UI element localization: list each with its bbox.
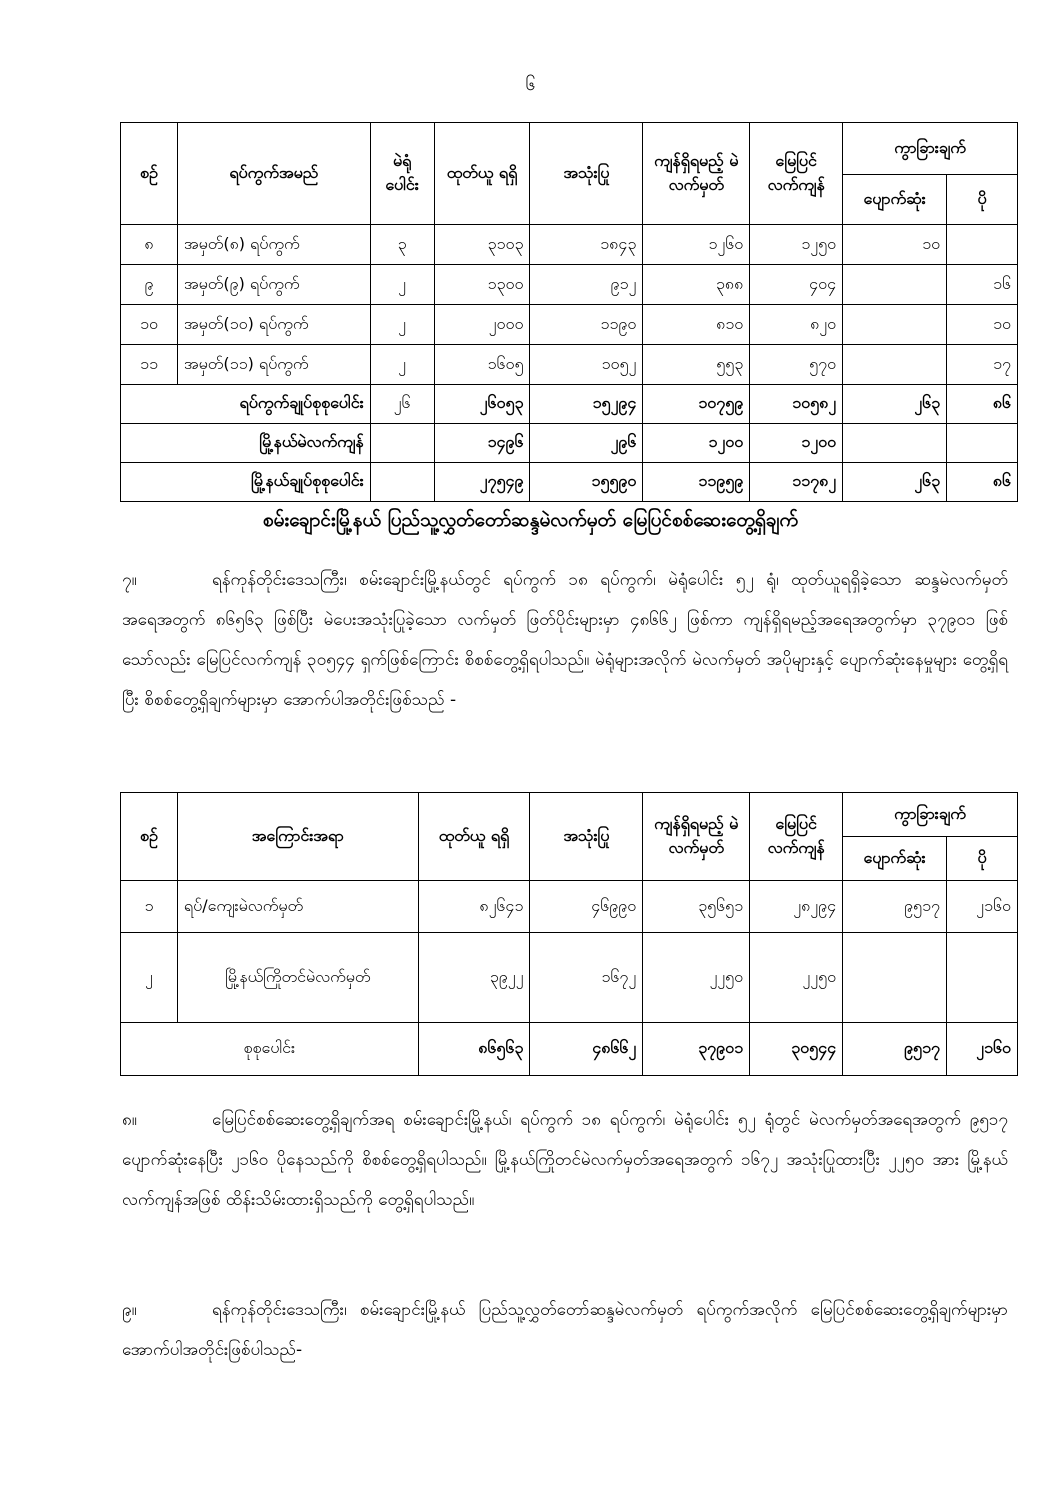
table-cell: ရပ်/ကျေးမဲလက်မှတ် — [177, 881, 418, 933]
table-cell: ၁၂၀၀ — [643, 424, 750, 463]
table-cell: ၃၇၉၀၁ — [643, 1023, 750, 1076]
table-cell — [843, 305, 947, 345]
table-cell: ၁၈၄၃ — [530, 225, 643, 265]
table-cell — [843, 345, 947, 385]
table-cell: ၁၀ — [843, 225, 947, 265]
paragraph-text: ရန်ကုန်တိုင်းဒေသကြီး၊ စမ်းချောင်းမြို့နယ် ပြည်သူ့လွှတ်တော်ဆန္ဒမဲလက်မှတ် ရပ်ကွက်အလိုက် မြေပြင်စစ်ဆေးတွေ့ရှိချက်များမှာ အောက်ပါအတိုင်းဖြစ်ပါသည်- — [122, 1300, 1008, 1360]
table-row — [121, 933, 1018, 1023]
table-cell: ၃၁၀၃ — [434, 225, 530, 265]
table-cell: ၈၁၀ — [643, 305, 750, 345]
table-cell — [947, 225, 1018, 265]
header-used: အသုံးပြု — [530, 793, 643, 881]
table-cell: ၂ — [370, 305, 434, 345]
table-cell: ၃၈၈ — [643, 265, 750, 305]
table-cell: ၁၆၇၂ — [530, 933, 643, 1023]
table-cell: ၄၈၆၆၂ — [530, 1023, 643, 1076]
table-cell: ၁၀၅၈၂ — [750, 385, 843, 424]
summary-label: မြို့နယ်မဲလက်ကျန် — [121, 424, 371, 463]
ward-ballot-table — [120, 122, 1018, 502]
table-cell: အမှတ်(၈) ရပ်ကွက် — [177, 225, 370, 265]
table-cell: ၂၉၆ — [530, 424, 643, 463]
paragraph-7 — [122, 560, 1008, 720]
header-actual-remaining: မြေပြင် လက်ကျန် — [750, 793, 843, 881]
header-excess: ပို — [947, 837, 1018, 881]
header-difference: ကွာခြားချက် — [843, 123, 1018, 175]
table-cell — [843, 424, 947, 463]
table-cell — [947, 933, 1018, 1023]
header-remaining-should: ကျန်ရှိရမည့် မဲလက်မှတ် — [643, 793, 750, 881]
table-cell: ၈၆၅၆၃ — [418, 1023, 530, 1076]
table-cell — [843, 933, 947, 1023]
table-cell: မြို့နယ်ကြိုတင်မဲလက်မှတ် — [177, 933, 418, 1023]
table-cell: ၂၆၀၅၃ — [434, 385, 530, 424]
table-cell: ၁၅၂၉၄ — [530, 385, 643, 424]
table-cell — [370, 424, 434, 463]
header-received: ထုတ်ယူ ရရှိ — [434, 123, 530, 225]
header-remaining-should: ကျန်ရှိရမည့် မဲလက်မှတ် — [643, 123, 750, 225]
table-cell: ၁၀ — [947, 305, 1018, 345]
table-cell: ၃၀၅၄၄ — [750, 1023, 843, 1076]
table-cell: ၉၅၁၇ — [843, 881, 947, 933]
paragraph-number: ၇။ — [122, 570, 137, 590]
table-row — [121, 305, 1018, 345]
table-cell: ၁၁၉၀ — [530, 305, 643, 345]
header-no: စဉ် — [121, 793, 178, 881]
table-cell: ၃၉၂၂ — [418, 933, 530, 1023]
table-row — [121, 225, 1018, 265]
table-cell: ၃၅၆၅၁ — [643, 881, 750, 933]
table-cell: ၁၂၅၀ — [750, 225, 843, 265]
table-cell: ၈၆ — [947, 463, 1018, 502]
paragraph-text: ရန်ကုန်တိုင်းဒေသကြီး၊ စမ်းချောင်းမြို့နယ်တွင် ရပ်ကွက် ၁၈ ရပ်ကွက်၊ မဲရုံပေါင်း ၅၂ ရုံ၊ ထုတ်ယူရရှိခဲ့သော ဆန္ဒမဲလက်မှတ်အရေအတွက် ၈၆၅၆၃ ဖြစ်ပြီး မဲပေးအသုံးပြုခဲ့သော လက်မှတ် ဖြတ်ပိုင်းများမှာ ၄၈၆၆၂ ဖြစ်ကာ ကျန်ရှိရမည့်အရေအတွက်မှာ ၃၇၉၀၁ ဖြစ်သော်လည်း မြေပြင်လက်ကျန် ၃၀၅၄၄ ရှက်ဖြစ်ကြောင်း စိစစ်တွေ့ရှိရပါသည်။ မဲရုံများအလိုက် မဲလက်မှတ် အပိုများနှင့် ပျောက်ဆုံးနေမှုများ တွေ့ရှိရပြီး စိစစ်တွေ့ရှိချက်များမှာ အောက်ပါအတိုင်းဖြစ်သည် - — [122, 570, 1008, 710]
table-cell: ၁၂၆၀ — [643, 225, 750, 265]
table-cell: ၁၆ — [947, 265, 1018, 305]
page-number: ၆ — [525, 74, 536, 95]
header-description: အကြောင်းအရာ — [177, 793, 418, 881]
table-cell: ၁၀၅၂ — [530, 345, 643, 385]
table-cell: ၁၅၅၉၀ — [530, 463, 643, 502]
total-row — [121, 1023, 1018, 1076]
table-cell: ၁၇ — [947, 345, 1018, 385]
paragraph-9 — [122, 1290, 1008, 1370]
table-cell: ၁၁၉၅၉ — [643, 463, 750, 502]
table-cell: ၄၆၉၉၀ — [530, 881, 643, 933]
table-cell: ၂၇၅၄၉ — [434, 463, 530, 502]
paragraph-number: ၈။ — [122, 1110, 137, 1130]
summary-row — [121, 463, 1018, 502]
header-actual-remaining: မြေပြင် လက်ကျန် — [750, 123, 843, 225]
table-cell: အမှတ်(၁၀) ရပ်ကွက် — [177, 305, 370, 345]
table-cell — [947, 424, 1018, 463]
header-received: ထုတ်ယူ ရရှိ — [418, 793, 530, 881]
table-row — [121, 345, 1018, 385]
table-cell: ၂၆ — [370, 385, 434, 424]
header-missing: ပျောက်ဆုံး — [843, 837, 947, 881]
table-cell: ၁၆၀၅ — [434, 345, 530, 385]
table-cell: ၂၆၃ — [843, 385, 947, 424]
header-no: စဉ် — [121, 123, 178, 225]
table-cell: ၈၂၆၄၁ — [418, 881, 530, 933]
header-stations: မဲရုံ ပေါင်း — [370, 123, 434, 225]
table-cell: ၁၁ — [121, 345, 178, 385]
table-cell: ၂ — [370, 345, 434, 385]
summary-row — [121, 385, 1018, 424]
table-cell: ၂ — [121, 933, 178, 1023]
table-cell: ၉ — [121, 265, 178, 305]
table-cell: ၅၅၃ — [643, 345, 750, 385]
table-cell: ၁၂၀၀ — [750, 424, 843, 463]
summary-label: မြို့နယ်ချုပ်စုစုပေါင်း — [121, 463, 371, 502]
table-cell: ၁၀၇၅၉ — [643, 385, 750, 424]
paragraph-8 — [122, 1100, 1008, 1220]
summary-row — [121, 424, 1018, 463]
table-cell: ၉၁၂ — [530, 265, 643, 305]
header-excess: ပို — [947, 175, 1018, 225]
table-cell: ၁၁၇၈၂ — [750, 463, 843, 502]
table-cell: ၂ — [370, 265, 434, 305]
table-cell: ၂၈၂၉၄ — [750, 881, 843, 933]
table-cell: ၂၂၅၀ — [643, 933, 750, 1023]
table-cell: ၂၁၆၀ — [947, 1023, 1018, 1076]
table-cell: ၂၁၆၀ — [947, 881, 1018, 933]
paragraph-number: ၉။ — [122, 1300, 137, 1320]
table-cell: ၈၆ — [947, 385, 1018, 424]
header-difference: ကွာခြားချက် — [843, 793, 1018, 837]
table-row — [121, 881, 1018, 933]
table-cell: ၁၄၉၆ — [434, 424, 530, 463]
table-cell: အမှတ်(၉) ရပ်ကွက် — [177, 265, 370, 305]
total-label: စုစုပေါင်း — [121, 1023, 419, 1076]
section-title: စမ်းချောင်းမြို့နယ် ပြည်သူ့လွှတ်တော်ဆန္ဒမဲလက်မှတ် မြေပြင်စစ်ဆေးတွေ့ရှိချက် — [262, 509, 799, 531]
table-cell: ၂၆၃ — [843, 463, 947, 502]
table-cell: ၁၀ — [121, 305, 178, 345]
paragraph-text: မြေပြင်စစ်ဆေးတွေ့ရှိချက်အရ စမ်းချောင်းမြို့နယ်၊ ရပ်ကွက် ၁၈ ရပ်ကွက်၊ မဲရုံပေါင်း ၅၂ ရုံတွင် မဲလက်မှတ်အရေအတွက် ၉၅၁၇ ပျောက်ဆုံးနေပြီး ၂၁၆၀ ပိုနေသည်ကို စိစစ်တွေ့ရှိရပါသည်။ မြို့နယ်ကြိုတင်မဲလက်မှတ်အရေအတွက် ၁၆၇၂ အသုံးပြုထားပြီး ၂၂၅၀ အား မြို့နယ် လက်ကျန်အဖြစ် ထိန်းသိမ်းထားရှိသည်ကို တွေ့ရှိရပါသည်။ — [122, 1110, 1008, 1210]
table-cell: ၉၅၁၇ — [843, 1023, 947, 1076]
table-cell: ၁ — [121, 881, 178, 933]
ballot-summary-table — [120, 792, 1018, 1076]
table-cell — [843, 265, 947, 305]
header-missing: ပျောက်ဆုံး — [843, 175, 947, 225]
table-cell: ၃ — [370, 225, 434, 265]
table-cell: ၂၂၅၀ — [750, 933, 843, 1023]
table-cell: အမှတ်(၁၁) ရပ်ကွက် — [177, 345, 370, 385]
table-cell: ၂၀၀၀ — [434, 305, 530, 345]
table-cell: ၅၇၀ — [750, 345, 843, 385]
table-cell: ၈ — [121, 225, 178, 265]
table-cell — [370, 463, 434, 502]
table-row — [121, 265, 1018, 305]
table-cell: ၈၂၀ — [750, 305, 843, 345]
table-cell: ၁၃၀၀ — [434, 265, 530, 305]
summary-label: ရပ်ကွက်ချုပ်စုစုပေါင်း — [121, 385, 371, 424]
header-ward-name: ရပ်ကွက်အမည် — [177, 123, 370, 225]
table-cell: ၄၀၄ — [750, 265, 843, 305]
header-used: အသုံးပြု — [530, 123, 643, 225]
